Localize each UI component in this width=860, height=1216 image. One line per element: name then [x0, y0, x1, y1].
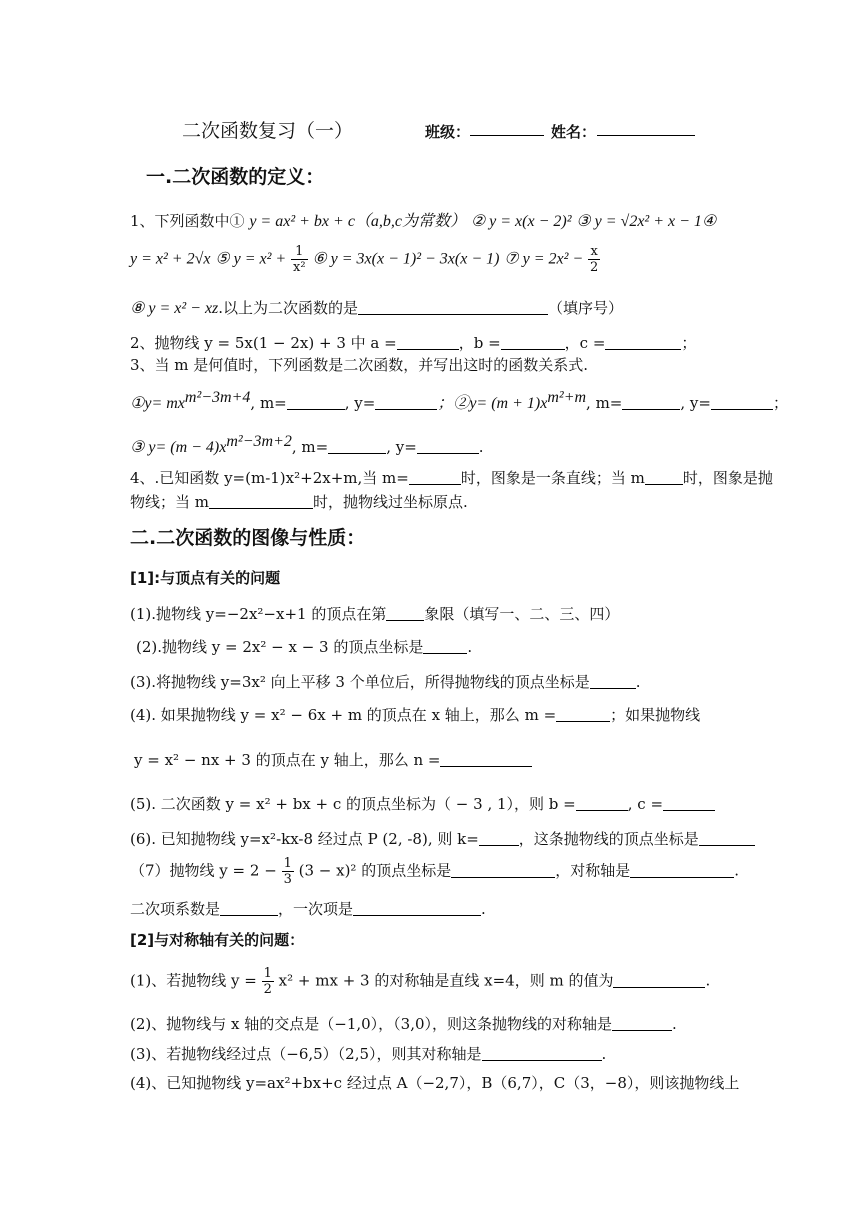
q1-formula-6: ⑥ y = 3x(x − 1)² − 3x(x − 1) — [312, 250, 500, 268]
q3-b-y-blank[interactable] — [711, 395, 773, 410]
name-label: 姓名： — [551, 123, 597, 141]
vertex-q4-line-1 — [130, 704, 700, 725]
q1-formula-7: ⑦ y = 2x² − — [504, 250, 584, 268]
aq3-text: (3)、若抛物线经过点（−6,5）（2,5），则其对称轴是 — [130, 1045, 482, 1063]
q4-blank-3[interactable] — [209, 494, 313, 509]
vq7-coef-blank[interactable] — [220, 901, 278, 916]
vq4-mid: ；如果抛物线 — [610, 706, 701, 724]
name-blank[interactable] — [597, 121, 695, 136]
q4-blank-2[interactable] — [645, 470, 683, 485]
vq6-text: (6). 已知抛物线 y=x²-kx-8 经过点 P (2, -8), 则 k= — [130, 830, 479, 848]
vq2-blank[interactable] — [423, 639, 467, 654]
vq6-vertex-blank[interactable] — [699, 831, 755, 846]
q1-formula-2: ② y = x(x − 2)² — [470, 213, 572, 230]
vq7-end: . — [734, 861, 740, 880]
q3-c-end: . — [478, 438, 484, 456]
q1-intro: 1、下列函数中① — [130, 212, 245, 230]
axis-q4: (4)、已知抛物线 y=ax²+bx+c 经过点 A（−2,7），B（6,7），C（3，−8），则该抛物线上 — [130, 1074, 740, 1092]
aq1-fraction — [262, 966, 274, 997]
vertex-q1 — [130, 603, 619, 624]
subsection-axis: [2]与对称轴有关的问题： — [130, 931, 305, 949]
vq1-end: 象限（填写一、二、三、四） — [424, 605, 620, 623]
q3-a-m-label: , m= — [250, 394, 287, 412]
q1-formula-7-fraction — [588, 244, 600, 275]
q3-c-m-label: , m= — [291, 438, 329, 456]
vq7-c: ，对称轴是 — [555, 861, 631, 880]
aq2-blank[interactable] — [612, 1016, 672, 1031]
q3-b-end: ； — [772, 394, 788, 412]
vq6-mid: ，这条抛物线的顶点坐标是 — [518, 830, 699, 848]
aq2-end: . — [672, 1015, 677, 1033]
question-2 — [130, 332, 696, 353]
vq4-n-blank[interactable] — [440, 752, 532, 767]
question-1-line-3 — [130, 297, 623, 318]
vq7-numerator: 1 — [283, 856, 292, 871]
section-heading-graph: 二.二次函数的图像与性质： — [130, 527, 366, 549]
vertex-q5 — [130, 793, 715, 814]
q1-f5-numerator: 1 — [291, 244, 308, 260]
aq2-text: (2)、抛物线与 x 轴的交点是（−1,0），（3,0），则这条抛物线的对称轴是 — [130, 1015, 613, 1033]
q1-hint: （填序号） — [548, 299, 624, 317]
vertex-q6 — [130, 828, 755, 849]
question-3-a — [130, 389, 788, 413]
q3-c-y-blank[interactable] — [417, 439, 479, 454]
vq5-b-blank[interactable] — [576, 796, 628, 811]
q3-b-m-label: , m= — [586, 394, 623, 412]
axis-q2 — [130, 1013, 677, 1034]
vertex-q4-line-2 — [134, 749, 532, 770]
question-3-c — [130, 433, 484, 457]
vq1-blank[interactable] — [386, 606, 424, 621]
q1-formula-3: ③ y = √2x² + x − 1④ — [576, 213, 717, 230]
vq3-text: (3).将抛物线 y=3x² 向上平移 3 个单位后，所得抛物线的顶点坐标是 — [130, 673, 590, 691]
aq3-end: . — [601, 1045, 607, 1063]
aq3-blank[interactable] — [482, 1046, 602, 1061]
q2-text: 2、抛物线 y = 5x(1 − 2x) + 3 中 a = — [130, 334, 397, 352]
q3-b-exponent: m²+m — [547, 389, 587, 406]
page-title: 二次函数复习（一） — [182, 120, 354, 142]
q3-a-y-blank[interactable] — [375, 395, 437, 410]
vq7-vertex-blank[interactable] — [451, 863, 555, 878]
q1-f7-numerator: x — [588, 244, 600, 260]
q1-formula-1: y = ax² + bx + c（a,b,c为常数） — [249, 213, 467, 230]
q3-a-y-label: , y= — [344, 394, 376, 412]
q4-end: 时，抛物线过坐标原点. — [313, 493, 468, 511]
vertex-q7-line-1 — [130, 856, 739, 887]
q1-answer-blank[interactable] — [358, 300, 548, 315]
vq5-c-label: , c = — [627, 795, 664, 813]
q4-mid-1: 时，图象是一条直线；当 m — [460, 469, 645, 487]
q1-formula-5-fraction — [291, 244, 308, 275]
q3-c-y-label: , y= — [386, 438, 417, 456]
q3-b-m-blank[interactable] — [622, 395, 680, 410]
q3-b-formula: ；②y= (m + 1)x — [437, 395, 548, 412]
vq2-text: (2).抛物线 y = 2x² − x − 3 的顶点坐标是 — [136, 638, 424, 656]
axis-q3 — [130, 1043, 606, 1064]
q3-a-exponent: m²−3m+4 — [184, 389, 251, 406]
vq4-text: (4). 如果抛物线 y = x² − 6x + m 的顶点在 x 轴上，那么 m = — [130, 706, 557, 724]
vq1-text: (1).抛物线 y=−2x²−x+1 的顶点在第 — [130, 605, 387, 623]
q1-tail: .以上为二次函数的是 — [218, 299, 359, 317]
question-1-line-2 — [130, 244, 600, 275]
q2-end: ； — [681, 334, 697, 352]
vertex-q3 — [130, 671, 640, 692]
q4-line-2: 物线；当 m — [130, 493, 209, 511]
q3-a-m-blank[interactable] — [287, 395, 345, 410]
aq1-blank[interactable] — [613, 973, 705, 988]
class-label: 班级： — [425, 123, 471, 141]
vq7-linear-blank[interactable] — [353, 901, 481, 916]
vq7-line2: 二次项系数是 — [130, 900, 221, 918]
question-4-line-2 — [130, 491, 468, 512]
vq6-k-blank[interactable] — [479, 831, 519, 846]
question-1-line-1 — [130, 208, 716, 231]
vq5-c-blank[interactable] — [663, 796, 715, 811]
vq7-fraction — [282, 856, 294, 887]
q2-b-blank[interactable] — [501, 335, 565, 350]
vq4b-text: y = x² − nx + 3 的顶点在 y 轴上，那么 n = — [134, 751, 441, 769]
q4-mid-2: 时，图象是抛 — [682, 469, 773, 487]
vq7-a: （7）抛物线 y = 2 − — [130, 861, 277, 880]
class-blank[interactable] — [470, 121, 544, 136]
question-4-line-1 — [130, 467, 773, 488]
aq1-a: (1)、若抛物线 y = — [130, 971, 257, 990]
q1-formula-4: y = x² + 2√x — [130, 250, 211, 268]
aq1-b: x² + mx + 3 的对称轴是直线 x=4，则 m 的值为 — [278, 971, 614, 990]
vq7-axis-blank[interactable] — [630, 863, 734, 878]
q3-c-m-blank[interactable] — [328, 439, 386, 454]
q1-formula-8: ⑧ y = x² − xz — [130, 300, 219, 317]
q1-f5-denominator: x² — [292, 260, 306, 275]
aq1-end: . — [705, 971, 711, 990]
vq2-end: . — [467, 638, 473, 656]
vq7-line2-mid: ，一次项是 — [278, 900, 354, 918]
vq3-blank[interactable] — [590, 674, 636, 689]
vq5-text: (5). 二次函数 y = x² + bx + c 的顶点坐标为（ − 3 , 1），则 b = — [130, 795, 576, 813]
vq7-denominator: 3 — [283, 872, 292, 887]
aq1-denominator: 2 — [263, 982, 272, 997]
q3-b-y-label: , y= — [680, 394, 711, 412]
section-heading-definition: 一.二次函数的定义： — [146, 166, 325, 188]
axis-q1 — [130, 966, 710, 997]
vertex-q7-line-2 — [130, 898, 486, 919]
q2-c-label: ，c = — [564, 334, 606, 352]
q1-formula-5: ⑤ y = x² + — [215, 250, 287, 268]
q3-c-exponent: m²−3m+2 — [226, 433, 292, 450]
q3-c-formula: ③ y= (m − 4)x — [130, 439, 227, 456]
vq7-line2-end: . — [481, 900, 486, 918]
q3-a-formula: ①y= mx — [130, 395, 185, 412]
vq4-m-blank[interactable] — [556, 707, 610, 722]
q4-text: 4、.已知函数 y=(m-1)x²+2x+m,当 m= — [130, 469, 409, 487]
vertex-q2 — [136, 636, 472, 657]
vq3-end: . — [635, 673, 641, 691]
q2-c-blank[interactable] — [605, 335, 681, 350]
q2-a-blank[interactable] — [397, 335, 459, 350]
aq1-numerator: 1 — [263, 966, 272, 981]
q2-b-label: ，b = — [458, 334, 501, 352]
q1-f7-denominator: 2 — [589, 260, 599, 275]
question-3: 3、当 m 是何值时，下列函数是二次函数，并写出这时的函数关系式. — [130, 356, 589, 374]
vq7-b: (3 − x)² 的顶点坐标是 — [298, 861, 452, 880]
q4-blank-1[interactable] — [409, 470, 461, 485]
subsection-vertex: [1]:与顶点有关的问题 — [130, 569, 281, 587]
